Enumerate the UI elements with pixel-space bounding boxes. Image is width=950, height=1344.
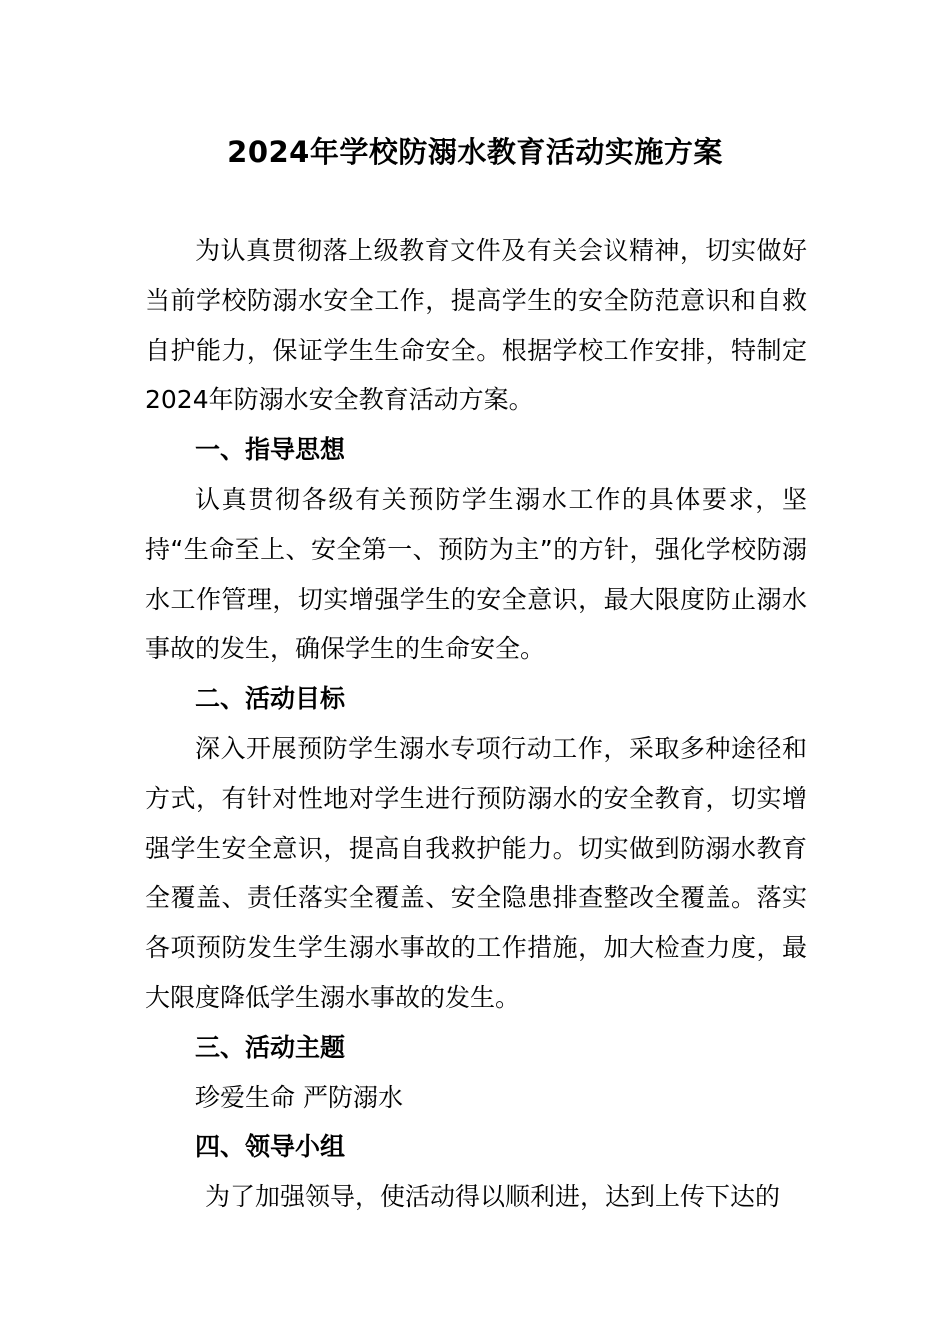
document-body <box>145 226 807 1222</box>
intro-paragraph: 为认真贯彻落上级教育文件及有关会议精神，切实做好当前学校防溺水安全工作，提高学生的安全防范意识和自救自护能力，保证学生生命安全。根据学校工作安排，特制定2024年防溺水安全教育活动方案。 <box>145 236 807 415</box>
section-paragraph-guiding-ideology: 认真贯彻各级有关预防学生溺水工作的具体要求，坚持“生命至上、安全第一、预防为主”的方针，强化学校防溺水工作管理，切实增强学生的安全意识，最大限度防止溺水事故的发生，确保学生的生命安全。 <box>145 484 807 664</box>
section-paragraph-activity-theme: 珍爱生命 严防溺水 <box>195 1082 403 1112</box>
section-paragraph-activity-goals: 深入开展预防学生溺水专项行动工作，采取多种途径和方式，有针对性地对学生进行预防溺水的安全教育，切实增强学生安全意识，提高自我救护能力。切实做到防溺水教育全覆盖、责任落实全覆盖、安全隐患排查整改全覆盖。落实各项预防发生学生溺水事故的工作措施，加大检查力度，最大限度降低学生溺水事故的发生。 <box>145 733 807 1012</box>
section-heading-activity-theme: 三、活动主题 <box>195 1032 346 1062</box>
section-paragraph-leadership-group: 为了加强领导，使活动得以顺利进，达到上传下达的 <box>205 1182 781 1212</box>
section-heading-leadership-group: 四、领导小组 <box>195 1132 346 1162</box>
section-heading-guiding-ideology: 一、指导思想 <box>195 435 346 465</box>
document-title: 2024年学校防溺水教育活动实施方案 <box>227 135 723 169</box>
section-heading-activity-goals: 二、活动目标 <box>195 684 346 714</box>
